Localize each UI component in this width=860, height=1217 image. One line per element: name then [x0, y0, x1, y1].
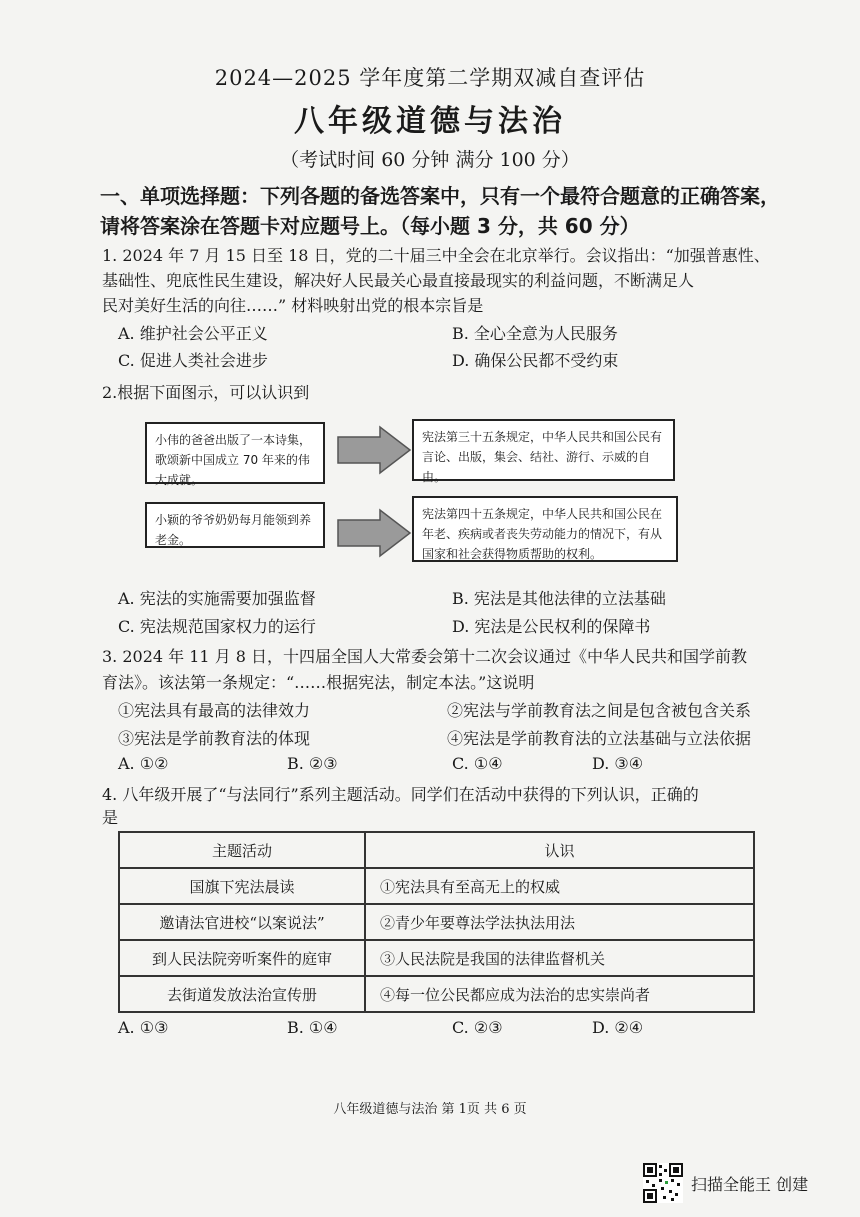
table-row — [119, 940, 754, 976]
q4-option-a: A. ①③ — [118, 1018, 169, 1037]
activity-table — [118, 831, 755, 1013]
page-footer: 八年级道德与法治 第 1页 共 6 页 — [333, 1102, 527, 1117]
scanner-watermark: 扫描全能王 创建 — [691, 1175, 809, 1194]
table-cell: ④每一位公民都应成为法治的忠实崇尚者 — [365, 976, 754, 1012]
qr-code-icon — [643, 1163, 683, 1203]
q3-statement-2: ②宪法与学前教育法之间是包含被包含关系 — [447, 701, 752, 720]
q2-option-a: A. 宪法的实施需要加强监督 — [118, 589, 316, 608]
question-1-line1: 1. 2024 年 7 月 15 日至 18 日，党的二十届三中全会在北京举行。会议指出：“加强普惠性、 — [102, 246, 770, 265]
q3-option-d: D. ③④ — [592, 754, 644, 773]
exam-header-line: 2024—2025 学年度第二学期双减自查评估 — [214, 66, 646, 90]
table-cell: ①宪法具有至高无上的权威 — [365, 868, 754, 904]
q1-option-c: C. 促进人类社会进步 — [118, 351, 268, 370]
q3-statement-1: ①宪法具有最高的法律效力 — [118, 701, 311, 720]
table-cell: 到人民法院旁听案件的庭审 — [119, 940, 365, 976]
q2-option-d: D. 宪法是公民权利的保障书 — [452, 617, 651, 636]
q2-option-b: B. 宪法是其他法律的立法基础 — [452, 589, 666, 608]
question-2-stem: 2.根据下面图示，可以认识到 — [102, 383, 310, 402]
arrow-right-icon — [336, 425, 412, 475]
q3-option-c: C. ①④ — [452, 754, 503, 773]
diagram-box-fact-2: 小颖的爷爷奶奶每月能领到养老金。 — [145, 502, 325, 548]
table-cell: ③人民法院是我国的法律监督机关 — [365, 940, 754, 976]
table-row — [119, 868, 754, 904]
diagram-box-law-1: 宪法第三十五条规定，中华人民共和国公民有言论、出版，集会、结社、游行、示威的自由。 — [412, 419, 675, 481]
question-3-line1: 3. 2024 年 11 月 8 日，十四届全国人大常委会第十二次会议通过《中华人民共和国学前教 — [102, 647, 748, 666]
page-title: 八年级道德与法治 — [294, 104, 566, 139]
section-heading-line2: 请将答案涂在答题卡对应题号上。（每小题 3 分，共 60 分） — [100, 214, 640, 238]
q1-option-a: A. 维护社会公平正义 — [118, 324, 268, 343]
question-1-line3: 民对美好生活的向往……” 材料映射出党的根本宗旨是 — [102, 296, 484, 315]
table-row — [119, 904, 754, 940]
q3-option-a: A. ①② — [118, 754, 169, 773]
q3-option-b: B. ②③ — [287, 754, 338, 773]
q1-option-b: B. 全心全意为人民服务 — [452, 324, 618, 343]
table-cell: ②青少年要尊法学法执法用法 — [365, 904, 754, 940]
table-header-row — [119, 832, 754, 868]
q2-option-c: C. 宪法规范国家权力的运行 — [118, 617, 316, 636]
exam-info: （考试时间 60 分钟 满分 100 分） — [280, 149, 580, 171]
q3-statement-4: ④宪法是学前教育法的立法基础与立法依据 — [447, 729, 752, 748]
diagram-box-law-2: 宪法第四十五条规定，中华人民共和国公民在年老、疾病或者丧失劳动能力的情况下，有从国家和社会获得物质帮助的权利。 — [412, 496, 678, 562]
table-cell: 去街道发放法治宣传册 — [119, 976, 365, 1012]
question-1-line2: 基础性、兜底性民生建设，解决好人民最关心最直接最现实的利益问题，不断满足人 — [102, 271, 695, 290]
section-heading-line1: 一、单项选择题：下列各题的备选答案中，只有一个最符合题意的正确答案， — [100, 184, 780, 208]
table-header-cell: 主题活动 — [119, 832, 365, 868]
table-row — [119, 976, 754, 1012]
table-header-cell: 认识 — [365, 832, 754, 868]
question-4-line2: 是 — [102, 808, 119, 827]
arrow-right-icon — [336, 508, 412, 558]
q3-statement-3: ③宪法是学前教育法的体现 — [118, 729, 311, 748]
question-4-line1: 4. 八年级开展了“与法同行”系列主题活动。同学们在活动中获得的下列认识，正确的 — [102, 785, 699, 804]
q4-option-b: B. ①④ — [287, 1018, 338, 1037]
table-cell: 国旗下宪法晨读 — [119, 868, 365, 904]
q4-option-d: D. ②④ — [592, 1018, 644, 1037]
question-3-line2: 育法》。该法第一条规定：“……根据宪法，制定本法。”这说明 — [102, 673, 535, 692]
q1-option-d: D. 确保公民都不受约束 — [452, 351, 619, 370]
q4-option-c: C. ②③ — [452, 1018, 503, 1037]
diagram-box-fact-1: 小伟的爸爸出版了一本诗集，歌颂新中国成立 70 年来的伟大成就。 — [145, 422, 325, 484]
table-cell: 邀请法官进校“以案说法” — [119, 904, 365, 940]
